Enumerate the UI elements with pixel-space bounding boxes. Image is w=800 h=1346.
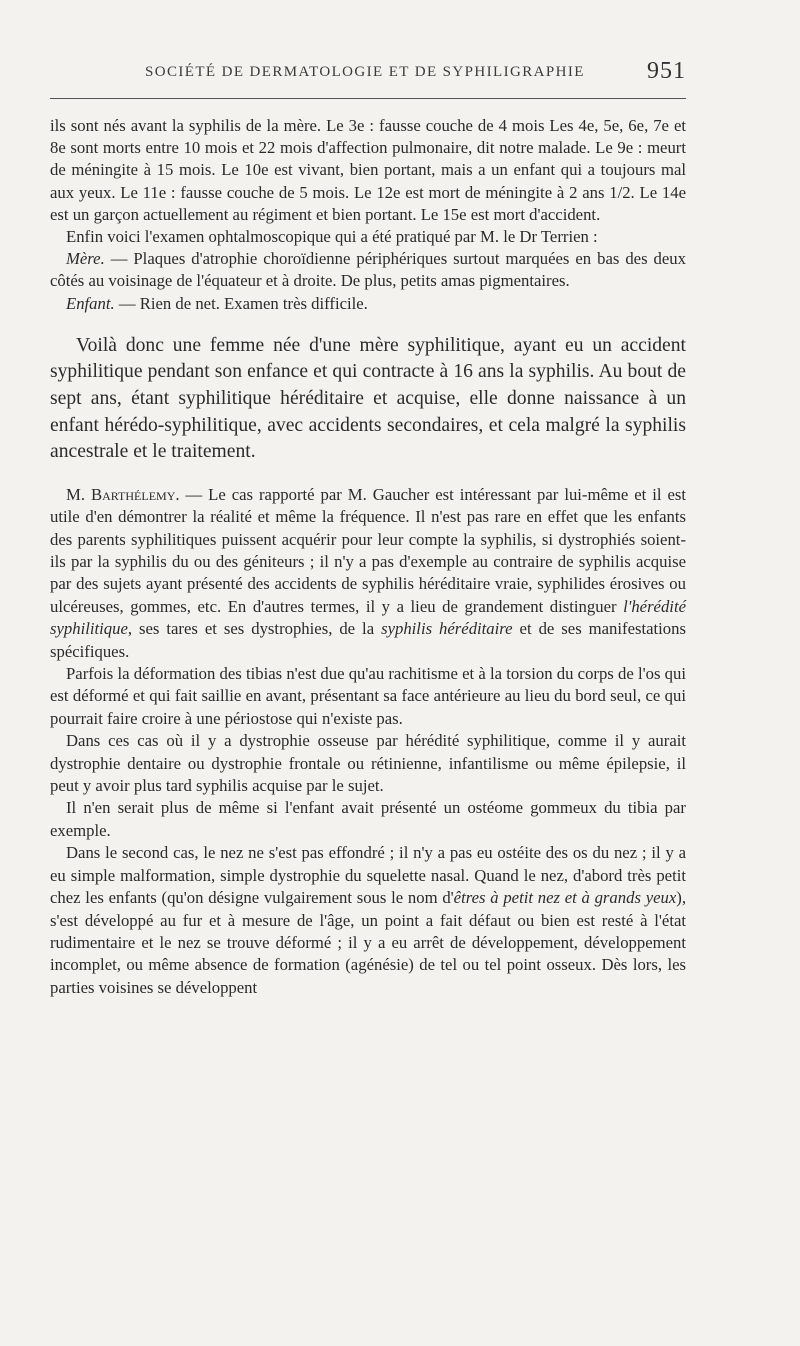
discussion-text: Dans le second cas, le nez ne s'est pas effondré ; il n'y a pas eu ostéite des os du nez ; il y a eu simple malformation, simple dystrophie du squelette nasal. Quand le nez, d'abord très petit chez les enfants (qu'on désigne vulgairement sous le nom d' [50, 843, 686, 908]
mother-label: Mère. [66, 249, 105, 269]
emphasis-heredite: l'hérédité syphilitique [50, 596, 686, 639]
observation-section [50, 115, 686, 315]
child-label: Enfant. [66, 293, 115, 313]
page-body [50, 115, 686, 999]
observation-paragraph-2: Enfin voici l'examen ophtalmoscopique qui a été pratiqué par M. le Dr Terrien : [66, 227, 598, 247]
conclusion-section [50, 333, 686, 466]
observation-mother [50, 248, 686, 292]
page-header [50, 58, 686, 88]
header-rule [50, 98, 686, 99]
emphasis-syphilis-hereditaire: syphilis héréditaire [381, 619, 513, 639]
conclusion-paragraph: Voilà donc une femme née d'une mère syphilitique, ayant eu un accident syphilitique pendant son enfance et qui contracte à 16 ans la syphilis. Au bout de sept ans, étant syphilitique héréditaire et acquise, elle donne naissance à un enfant hérédo-syphilitique, avec accidents secondaires, et cela malgré la syphilis ancestrale et le traitement. [50, 334, 686, 463]
discussion-paragraph-4: Il n'en serait plus de même si l'enfant avait présenté un ostéome gommeux du tibia par exemple. [50, 798, 686, 840]
child-text: — Rien de net. Examen très difficile. [114, 293, 368, 313]
discussion-paragraph-3: Dans ces cas où il y a dystrophie osseuse par hérédité syphilitique, comme il y aurait dystrophie dentaire ou dystrophie frontale ou rétinienne, infantilisme ou même épilepsie, il peut y avoir plus tard syphilis acquise par le sujet. [50, 731, 686, 796]
running-head: SOCIÉTÉ DE DERMATOLOGIE ET DE SYPHILIGRAPHIE [145, 64, 585, 80]
page-number: 951 [647, 58, 686, 84]
mother-text: — Plaques d'atrophie choroïdienne périphériques surtout marquées en bas des deux côtés au voisinage de l'équateur et à droite. De plus, petits amas pigmentaires. [50, 249, 686, 291]
discussion-paragraph-2: Parfois la déformation des tibias n'est due qu'au rachitisme et à la torsion du corps de l'os qui est déformé et qui fait saillie en avant, présentant sa face antérieure au lieu du bord seul, ce qui pourrait faire croire à une périostose qui n'existe pas. [50, 664, 686, 728]
emphasis-petit-nez: êtres à petit nez et à grands yeux [453, 888, 677, 908]
discussion-paragraph-5 [50, 842, 686, 999]
speaker-name: M. Barthélemy. [66, 484, 180, 504]
discussion-text: , ses tares et ses dystrophies, de la [127, 619, 382, 639]
discussion-text: ), s'est développé au fur et à mesure de l'âge, un point a fait défaut ou bien est resté à l'état rudimentaire et le nez se trouve déformé ; il y a eu arrêt de développement, développement incomplet, ou même absence de formation (agénésie) de tel ou tel point osseux. Dès lors, les parties voisines se développent [50, 888, 686, 997]
observation-child [50, 293, 686, 315]
discussion-paragraph-1 [50, 484, 686, 663]
discussion-text: et de ses manifestations spécifiques. [50, 619, 686, 661]
discussion-section [50, 484, 686, 999]
discussion-text: — Le cas rapporté par M. Gaucher est intéressant par lui-même et il est utile d'en démontrer la réalité et même la fréquence. Il n'est pas rare en effet que les enfants des parents syphilitiques puissent acquérir pour leur compte la syphilis, si dystrophiés soient-ils par la syphilis du ou des géniteurs ; il n'y a pas d'exemple au contraire de syphilis acquise par des sujets ayant présenté des accidents de syphilis héréditaire vraie, syphilides érosives ou ulcéreuses, gommes, etc. En d'autres termes, il y a lieu de grandement distinguer [50, 484, 686, 616]
observation-paragraph-1: ils sont nés avant la syphilis de la mère. Le 3e : fausse couche de 4 mois Les 4e, 5e, 6e, 7e et 8e sont morts entre 10 mois et 22 mois d'affection pulmonaire, dit notre malade. Le 9e : meurt de méningite à 15 mois. Le 10e est vivant, bien portant, mais a un enfant qui a toujours mal aux yeux. Le 11e : fausse couche de 5 mois. Le 12e est mort de méningite à 2 ans 1/2. Le 14e est un garçon actuellement au régiment et bien portant. Le 15e est mort d'accident. [50, 116, 686, 224]
